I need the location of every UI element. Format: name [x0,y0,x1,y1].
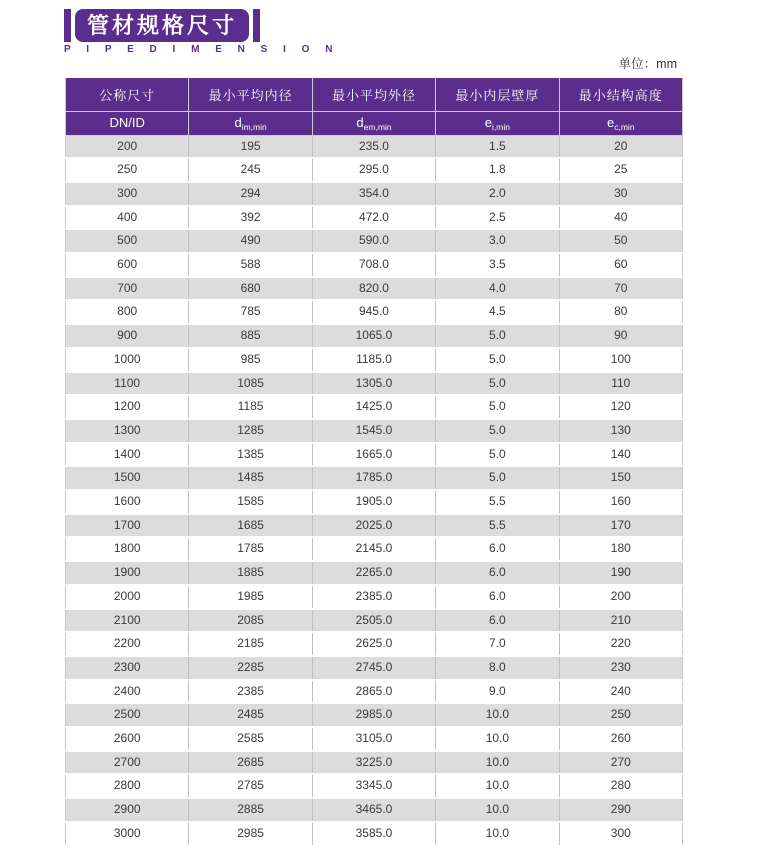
table-row [66,300,683,324]
table-cell: 600 [66,253,189,277]
table-cell: 5.0 [436,348,559,372]
symbol-d-im-min [189,111,312,135]
table-cell: 1385 [189,443,312,467]
table-cell: 680 [189,277,312,301]
table-cell: 6.0 [436,537,559,561]
table-cell: 1300 [66,419,189,443]
table-cell: 6.0 [436,561,559,585]
table-row [66,703,683,727]
table-cell: 9.0 [436,680,559,704]
table-cell: 1905.0 [312,490,435,514]
table-cell: 2.0 [436,182,559,206]
table-cell: 2085 [189,609,312,633]
table-row [66,585,683,609]
table-cell: 1085 [189,372,312,396]
table-cell: 240 [559,680,682,704]
table-row [66,774,683,798]
table-row [66,561,683,585]
header-row-symbols [66,111,683,135]
table-cell: 4.0 [436,277,559,301]
page-subtitle: P I P E D I M E N S I O N [64,44,339,55]
symbol-base: d [234,114,242,130]
table-row [66,372,683,396]
table-cell: 300 [559,822,682,846]
title-block [64,9,339,55]
table-cell: 5.0 [436,419,559,443]
table-cell: 1185 [189,395,312,419]
symbol-base: DN/ID [109,114,145,130]
table-cell: 1425.0 [312,395,435,419]
pipe-dimension-table [65,78,683,847]
table-cell: 1600 [66,490,189,514]
table-cell: 3225.0 [312,751,435,775]
table-cell: 245 [189,158,312,182]
table-cell: 60 [559,253,682,277]
table-cell: 1585 [189,490,312,514]
table-row [66,822,683,846]
table-cell: 20 [559,135,682,158]
table-row [66,609,683,633]
table-cell: 10.0 [436,727,559,751]
table-cell: 590.0 [312,229,435,253]
table-cell: 200 [66,135,189,158]
table-cell: 2505.0 [312,609,435,633]
unit-label: 单位：mm [618,57,677,71]
table-cell: 150 [559,466,682,490]
table-cell: 2900 [66,798,189,822]
table-cell: 2700 [66,751,189,775]
table-cell: 70 [559,277,682,301]
table-row [66,135,683,158]
symbol-subscript: em,min [363,121,392,132]
column-header-min-structure-height: 最小结构高度 [559,78,682,111]
table-cell: 945.0 [312,300,435,324]
table-cell: 6.0 [436,609,559,633]
table-cell: 220 [559,632,682,656]
symbol-base: d [356,114,364,130]
table-row [66,158,683,182]
table-cell: 1.5 [436,135,559,158]
table-cell: 250 [559,703,682,727]
title-accent-bar-left [64,9,71,42]
title-row [64,9,339,42]
table-cell: 295.0 [312,158,435,182]
table-row [66,798,683,822]
table-cell: 1065.0 [312,324,435,348]
table-cell: 2785 [189,774,312,798]
header-row-chinese [66,78,683,111]
table-cell: 1100 [66,372,189,396]
table-cell: 190 [559,561,682,585]
table-cell: 2585 [189,727,312,751]
table-row [66,348,683,372]
table-cell: 200 [559,585,682,609]
table-row [66,727,683,751]
table-row [66,680,683,704]
table-cell: 10.0 [436,822,559,846]
table-cell: 7.0 [436,632,559,656]
table-cell: 1285 [189,419,312,443]
title-accent-bar-right [253,9,260,42]
table-cell: 2865.0 [312,680,435,704]
table-cell: 2625.0 [312,632,435,656]
table-cell: 1000 [66,348,189,372]
table-cell: 80 [559,300,682,324]
table-cell: 1885 [189,561,312,585]
table-cell: 4.5 [436,300,559,324]
symbol-subscript: im,min [241,121,267,132]
table-cell: 820.0 [312,277,435,301]
table-cell: 1900 [66,561,189,585]
table-cell: 110 [559,372,682,396]
table-cell: 170 [559,514,682,538]
table-cell: 160 [559,490,682,514]
table-row [66,419,683,443]
table-cell: 1500 [66,466,189,490]
table-cell: 280 [559,774,682,798]
table-cell: 140 [559,443,682,467]
table-cell: 2600 [66,727,189,751]
table-cell: 5.0 [436,324,559,348]
table-cell: 800 [66,300,189,324]
table-cell: 3105.0 [312,727,435,751]
table-row [66,443,683,467]
table-cell: 2000 [66,585,189,609]
table-cell: 2985.0 [312,703,435,727]
table-cell: 40 [559,206,682,230]
table-row [66,324,683,348]
table-cell: 500 [66,229,189,253]
table-cell: 2265.0 [312,561,435,585]
table-cell: 10.0 [436,703,559,727]
table-cell: 2385.0 [312,585,435,609]
table-cell: 120 [559,395,682,419]
table-cell: 1485 [189,466,312,490]
table-cell: 708.0 [312,253,435,277]
column-header-min-avg-inner-diameter: 最小平均内径 [189,78,312,111]
table-cell: 2.5 [436,206,559,230]
table-cell: 3.0 [436,229,559,253]
table-cell: 1800 [66,537,189,561]
table-row [66,206,683,230]
table-cell: 785 [189,300,312,324]
table-cell: 1785 [189,537,312,561]
symbol-e-c-min [559,111,682,135]
table-cell: 472.0 [312,206,435,230]
column-header-nominal-size: 公称尺寸 [66,78,189,111]
table-cell: 2685 [189,751,312,775]
table-row [66,277,683,301]
table-row [66,466,683,490]
table-cell: 2185 [189,632,312,656]
table-cell: 90 [559,324,682,348]
symbol-subscript: c,min [614,121,635,132]
table-cell: 2300 [66,656,189,680]
table-cell: 3345.0 [312,774,435,798]
table-cell: 10.0 [436,774,559,798]
table-cell: 6.0 [436,585,559,609]
table-cell: 1545.0 [312,419,435,443]
table-cell: 1400 [66,443,189,467]
table-cell: 210 [559,609,682,633]
table-cell: 5.0 [436,372,559,396]
table-cell: 900 [66,324,189,348]
table-cell: 588 [189,253,312,277]
table-row [66,229,683,253]
table-cell: 294 [189,182,312,206]
table-cell: 1.8 [436,158,559,182]
table-cell: 885 [189,324,312,348]
symbol-subscript: i,min [492,121,510,132]
table-cell: 1985 [189,585,312,609]
table-cell: 235.0 [312,135,435,158]
table-cell: 300 [66,182,189,206]
table-row [66,656,683,680]
table-cell: 1200 [66,395,189,419]
table-cell: 50 [559,229,682,253]
table-cell: 2145.0 [312,537,435,561]
table-cell: 100 [559,348,682,372]
table-cell: 2400 [66,680,189,704]
column-header-min-inner-wall-thickness: 最小内层壁厚 [436,78,559,111]
table-cell: 2200 [66,632,189,656]
table-cell: 10.0 [436,751,559,775]
table-cell: 2800 [66,774,189,798]
table-cell: 1785.0 [312,466,435,490]
table-cell: 2100 [66,609,189,633]
table-row [66,182,683,206]
table-cell: 250 [66,158,189,182]
table-cell: 2485 [189,703,312,727]
column-header-min-avg-outer-diameter: 最小平均外径 [312,78,435,111]
symbol-base: e [484,114,492,130]
table-cell: 5.0 [436,466,559,490]
table-cell: 270 [559,751,682,775]
table-cell: 1305.0 [312,372,435,396]
table-cell: 180 [559,537,682,561]
table-cell: 260 [559,727,682,751]
table-cell: 5.0 [436,443,559,467]
table-cell: 1700 [66,514,189,538]
table-cell: 130 [559,419,682,443]
table-cell: 2500 [66,703,189,727]
table-cell: 5.0 [436,395,559,419]
table-cell: 3.5 [436,253,559,277]
table-row [66,632,683,656]
table-cell: 700 [66,277,189,301]
table-row [66,514,683,538]
table-cell: 30 [559,182,682,206]
table-cell: 3465.0 [312,798,435,822]
table-cell: 2885 [189,798,312,822]
table-cell: 10.0 [436,798,559,822]
table-cell: 1665.0 [312,443,435,467]
table-body [66,135,683,846]
table-row [66,395,683,419]
table-cell: 8.0 [436,656,559,680]
symbol-base: e [607,114,615,130]
table-cell: 1685 [189,514,312,538]
table-cell: 400 [66,206,189,230]
table-cell: 2985 [189,822,312,846]
table-cell: 5.5 [436,514,559,538]
table-cell: 195 [189,135,312,158]
table-row [66,490,683,514]
symbol-d-em-min [312,111,435,135]
table-row [66,253,683,277]
table-cell: 2745.0 [312,656,435,680]
table-cell: 3585.0 [312,822,435,846]
table-cell: 5.5 [436,490,559,514]
table-cell: 25 [559,158,682,182]
table-cell: 490 [189,229,312,253]
table-cell: 230 [559,656,682,680]
table-cell: 354.0 [312,182,435,206]
table-cell: 290 [559,798,682,822]
page-title: 管材规格尺寸 [75,9,249,42]
table-cell: 2385 [189,680,312,704]
table-cell: 985 [189,348,312,372]
symbol-e-i-min [436,111,559,135]
symbol-dn-id [66,111,189,135]
table-row [66,537,683,561]
table-header [66,78,683,135]
table-row [66,751,683,775]
table-cell: 392 [189,206,312,230]
table-cell: 1185.0 [312,348,435,372]
table-cell: 2025.0 [312,514,435,538]
table-cell: 3000 [66,822,189,846]
table-cell: 2285 [189,656,312,680]
